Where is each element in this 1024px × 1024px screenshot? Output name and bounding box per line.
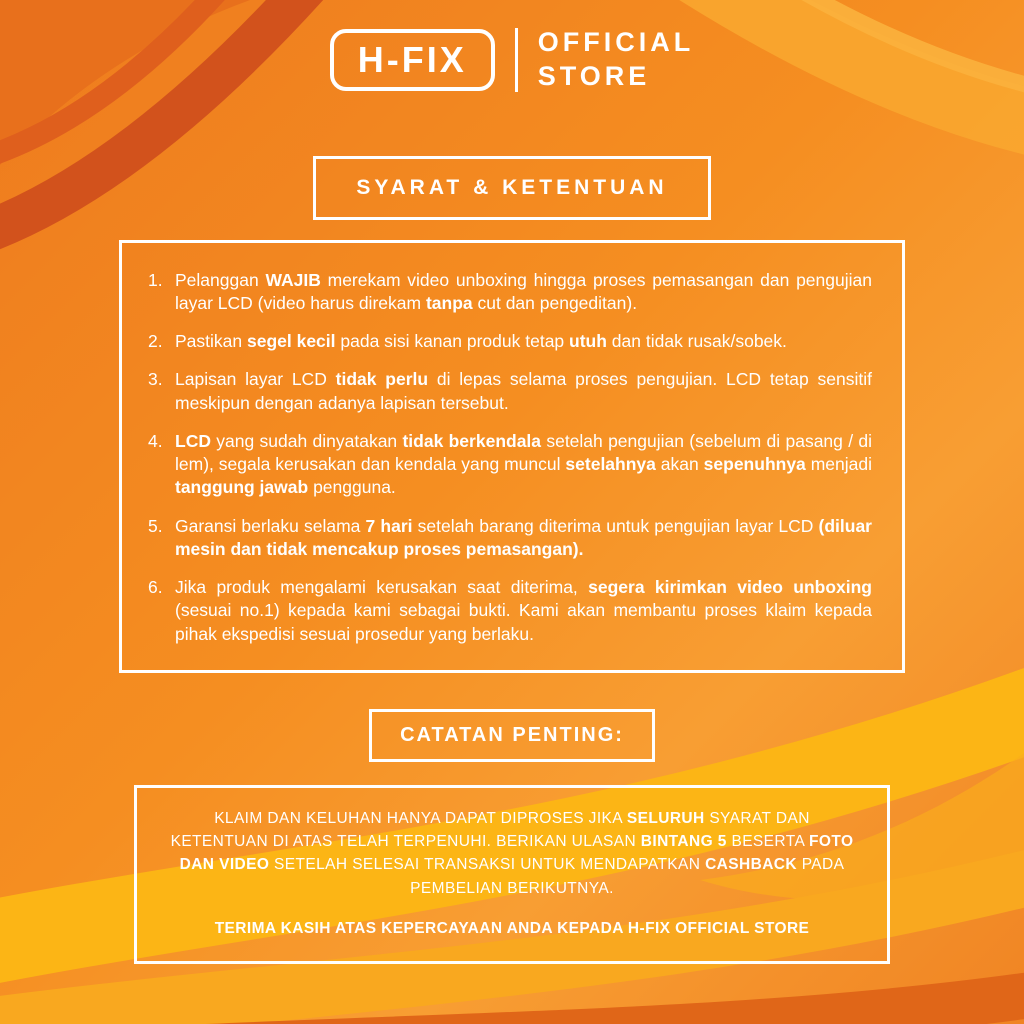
store-name-line2: STORE [537,60,651,91]
important-notes-box [134,785,890,964]
hfix-logo-text: H-FIX [357,38,467,80]
term-text: Jika produk mengalami kerusakan saat diterima, segera kirimkan video unboxing (sesuai no.1) kepada kami sebagai bukti. Kami akan membantu proses klaim kepada pihak ekspedisi sesuai prosedur yang berlaku. [175,577,872,644]
terms-list [148,269,872,646]
term-item-6 [148,576,872,646]
terms-title-box [313,156,710,220]
term-number: 3. [148,369,163,390]
term-item-3 [148,368,872,415]
term-text: LCD yang sudah dinyatakan tidak berkendala setelah pengujian (sebelum di pasang / di lem), segala kerusakan dan kendala yang muncul setelahnya akan sepenuhnya menjadi tanggung jawab pengguna. [175,430,872,498]
important-note-heading: CATATAN PENTING: [400,723,624,746]
hfix-logo [330,29,495,91]
term-text: Pelanggan WAJIB merekam video unboxing hingga proses pemasangan dan pengujian layar LCD (video harus direkam tanpa cut dan pengeditan). [175,269,872,313]
term-text: Pastikan segel kecil pada sisi kanan produk tetap utuh dan tidak rusak/sobek. [175,331,787,352]
thank-you-text: TERIMA KASIH ATAS KEPERCAYAAN ANDA KEPADA H-FIX OFFICIAL STORE [214,919,810,937]
term-item-1 [148,269,872,316]
term-number: 1. [148,269,163,290]
term-number: 5. [148,515,163,536]
term-number: 6. [148,577,163,598]
terms-title: SYARAT & KETENTUAN [356,175,668,199]
header-divider [515,28,518,92]
term-item-4 [148,430,872,500]
term-number: 4. [148,430,163,451]
term-number: 2. [148,331,163,352]
terms-box [119,240,905,673]
store-header [330,26,694,94]
important-notes-body: KLAIM DAN KELUHAN HANYA DAPAT DIPROSES JIKA SELURUH SYARAT DAN KETENTUAN DI ATAS TELAH TERPENUHI. BERIKAN ULASAN BINTANG 5 BESERTA FOTO DAN VIDEO SETELAH SELESAI TRANSAKSI UNTUK MENDAPATKAN CASHBACK PADA PEMBELIAN BERIKUTNYA. [170,809,854,897]
term-text: Garansi berlaku selama 7 hari setelah barang diterima untuk pengujian layar LCD (diluar mesin dan tidak mencakup proses pemasangan). [175,515,872,559]
store-name [538,26,694,94]
important-note-heading-box [369,709,655,762]
term-item-2 [148,330,872,353]
store-name-line1: OFFICIAL [537,27,695,57]
term-item-5 [148,515,872,562]
term-text: Lapisan layar LCD tidak perlu di lepas selama proses pengujian. LCD tetap sensitif meskipun dengan adanya lapisan tersebut. [175,369,873,413]
